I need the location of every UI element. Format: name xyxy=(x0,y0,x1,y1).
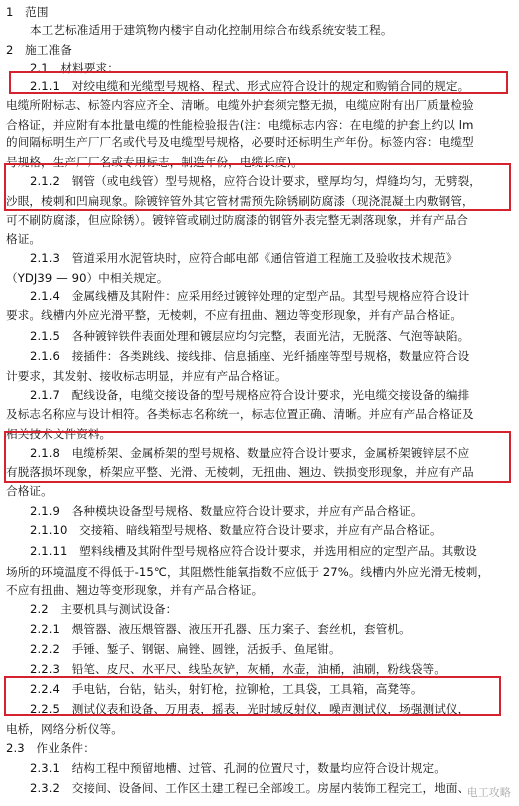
text-line: 相关技术文件资料。 xyxy=(6,427,112,441)
text-line: 2.2.4 手电钻，台钻，钻头，射钉枪，拉铆枪，工具袋，工具箱，高凳等。 xyxy=(30,682,423,696)
text-line: 2.1.6 接插件：各类跳线、接线排、信息插座、光纤插座等型号规格，数量应符合设 xyxy=(30,349,470,363)
text-line: 2.1.5 各种镀锌铁件表面处理和镀层应均匀完整，表面光洁，无脱落、气泡等缺陷。 xyxy=(30,329,470,343)
text-line: 2.1.4 金属线槽及其附件：应采用经过镀锌处理的定型产品。其型号规格应符合设计 xyxy=(30,289,470,303)
text-line: 2.2.3 铅笔、皮尺、水平尺、线坠灰铲，灰桶，水壶，油桶，油刷，粉线袋等。 xyxy=(30,662,446,676)
text-line: 2.3 作业条件： xyxy=(6,741,95,755)
text-line: 本工艺标准适用于建筑物内楼宇自动化控制用综合布线系统安装工程。 xyxy=(30,23,393,37)
text-line: 2.1 材料要求： xyxy=(30,61,119,75)
text-line: 2.1.2 钢管（或电线管）型号规格，应符合设计要求，壁厚均匀，焊缝均匀，无劈裂， xyxy=(30,174,481,188)
text-line: 2.1.9 各种模块设备型号规格、数量应符合设计要求，并应有产品合格证。 xyxy=(30,504,423,518)
text-line: 格证。 xyxy=(6,232,42,246)
text-line: 不应有扭曲、翘边等变形现象，并有产品合格证。 xyxy=(6,583,264,597)
text-line: 2.3.1 结构工程中预留地槽、过管、孔洞的位置尺寸，数量均应符合设计规定。 xyxy=(30,761,446,775)
highlight-box-2-1-8 xyxy=(4,431,511,483)
text-line: 计要求，其发射、接收标志明显，并应有产品合格证。 xyxy=(6,369,287,383)
text-line: 的间隔标明生产厂厂名或代号及电缆型号规格，必要时还标明生产年份。标签内容：电缆型 xyxy=(6,135,474,149)
highlight-box-2-1-1 xyxy=(9,71,508,94)
text-line: 2.2 主要机具与测试设备： xyxy=(30,602,178,616)
text-line: 2.1.7 配线设备，电缆交接设备的型号规格应符合设计要求，光电缆交接设备的编排 xyxy=(30,388,470,402)
text-line: 2.1.3 管道采用水泥管块时，应符合邮电部《通信管道工程施工及验收技术规范》 xyxy=(30,251,458,265)
highlight-box-2-1-2 xyxy=(4,163,511,211)
text-line: 2.2.1 煨管器、液压煨管器、液压开孔器、压力案子、套丝机，套管机。 xyxy=(30,622,411,636)
text-line: 电桥，网络分析仪等。 xyxy=(6,722,123,736)
text-line: 沙眼，棱刺和凹扁现象。除镀锌管外其它管材需预先除锈刷防腐漆（现浇混凝土内敷钢管， xyxy=(6,194,474,208)
text-line: 2.2.2 手锤、錾子、钢锯、扁锉、圆锉，活扳手、鱼尾钳。 xyxy=(30,642,341,656)
text-line: 2.1.8 电缆桥架、金属桥架的型号规格、数量应符合设计要求，金属桥架镀锌层不应 xyxy=(30,446,470,460)
text-line: 2.1.1 对绞电缆和光缆型号规格、程式、形式应符合设计的规定和购销合同的规定。 xyxy=(30,79,470,93)
text-line: 号规格，生产厂厂名或专用标志，制造年份，电缆长度)。 xyxy=(6,155,303,169)
text-line: （YDJ39 — 90）中相关规定。 xyxy=(6,271,169,285)
text-line: 2.1.10 交接箱、暗线箱型号规格、数量应符合设计要求，并应有产品合格证。 xyxy=(30,523,442,537)
text-line: 电缆所附标志、标签内容应齐全、清晰。电缆外护套须完整无损，电缆应附有出厂质量检验 xyxy=(6,98,474,112)
text-line: 合格证。 xyxy=(6,484,53,498)
text-line: 合格证，并应附有本批量电缆的性能检验报告(注：电缆标志内容：在电缆的护套上约以 lm xyxy=(6,118,474,132)
text-line: 1 范围 xyxy=(6,5,49,19)
text-line: 有脱落损坏现象，桥架应平整、光滑、无棱刺，无扭曲、翘边、铁损变形现象，并应有产品 xyxy=(6,465,474,479)
text-line: 场所的环境温度不得低于-15℃，其阻燃性能氧指数不应低于 27%。线槽内外应光滑无棱刺， xyxy=(6,565,490,579)
text-line: 2.2.5 测试仪表和设备、万用表，摇表，光时域反射仪，噪声测试仪，场强测试仪， xyxy=(30,702,470,716)
text-line: 2.1.11 塑料线槽及其附件型号规格应符合设计要求，并选用相应的定型产品。其敷设 xyxy=(30,544,477,558)
text-line: 可不刷防腐漆，但应除锈）。镀锌管或刷过防腐漆的钢管外表完整无剥落现象，并有产品合 xyxy=(6,213,468,227)
text-line: 2.3.2 交接间、设备间、工作区土建工程已全部竣工。房屋内装饰工程完工，地面、 xyxy=(30,781,470,795)
watermark: 电工攻略 xyxy=(466,786,511,799)
highlight-box-2-2-5 xyxy=(4,676,501,716)
text-line: 2 施工准备 xyxy=(6,43,72,57)
text-line: 要求。线槽内外应光滑平整，无棱刺，不应有扭曲、翘边等变形现象，并有产品合格证。 xyxy=(6,308,463,322)
text-line: 及标志名称应与设计相符。各类标志名称统一，标志位置正确、清晰。并应有产品合格证及 xyxy=(6,407,474,421)
